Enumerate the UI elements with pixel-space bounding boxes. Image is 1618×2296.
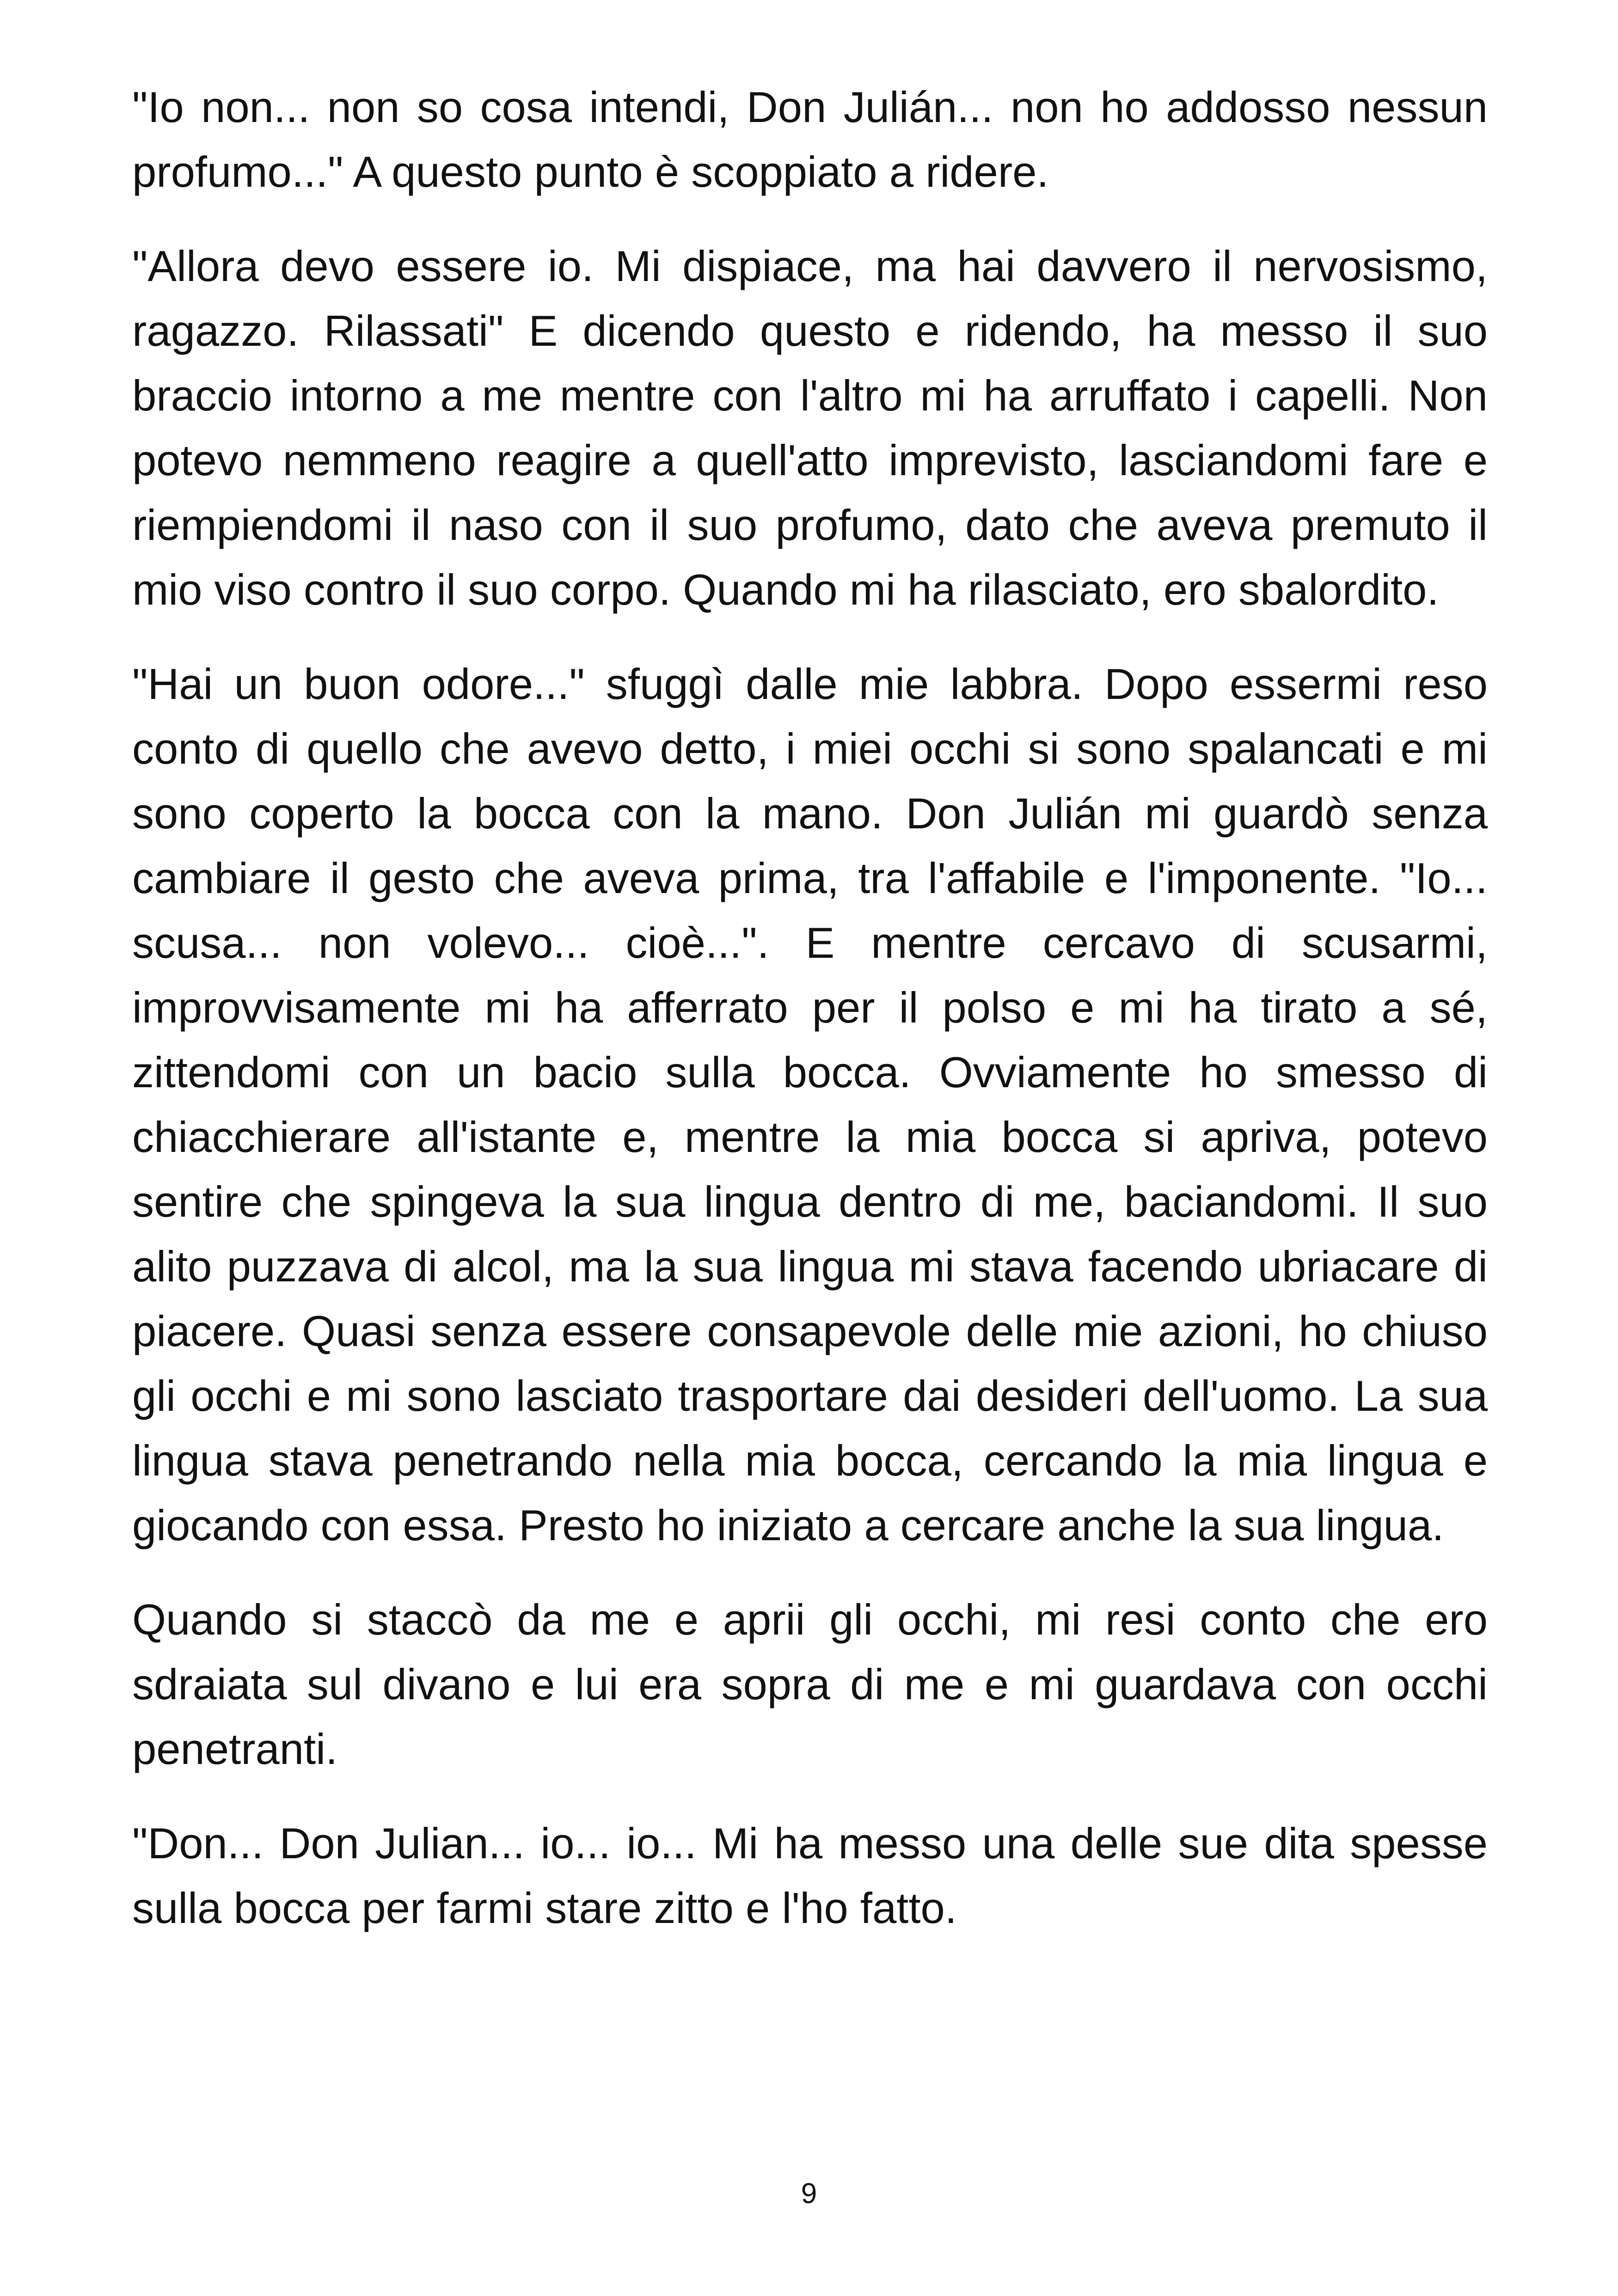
paragraph-4: Quando si staccò da me e aprii gli occhi, mi resi conto che ero sdraiata sul divano e lui era sopra di me e mi guardava con occhi penetranti.	[132, 1595, 1488, 1773]
paragraph-3: "Hai un buon odore..." sfuggì dalle mie labbra. Dopo essermi reso conto di quello che avevo detto, i miei occhi si sono spalancati e mi sono coperto la bocca con la mano. Don Julián mi guardò senza cambiare il gesto che aveva prima, tra l'affabile e l'imponente. "Io... scusa... non volevo... cioè...". E mentre cercavo di scusarmi, improvvisamente mi ha afferrato per il polso e mi ha tirato a sé, zittendomi con un bacio sulla bocca. Ovviamente ho smesso di chiacchierare all'istante e, mentre la mia bocca si apriva, potevo sentire che spingeva la sua lingua dentro di me, baciandomi. Il suo alito puzzava di alcol, ma la sua lingua mi stava facendo ubriacare di piacere. Quasi senza essere consapevole delle mie azioni, ho chiuso gli occhi e mi sono lasciato trasportare dai desideri dell'uomo. La sua lingua stava penetrando nella mia bocca, cercando la mia lingua e giocando con essa. Presto ho iniziato a cercare anche la sua lingua.	[132, 660, 1488, 1549]
paragraph-5: "Don... Don Julian... io... io... Mi ha messo una delle sue dita spesse sulla bocca per farmi stare zitto e l'ho fatto.	[132, 1819, 1488, 1932]
paragraph-2: "Allora devo essere io. Mi dispiace, ma hai davvero il nervosismo, ragazzo. Rilassati" E dicendo questo e ridendo, ha messo il suo braccio intorno a me mentre con l'altro mi ha arruffato i capelli. Non potevo nemmeno reagire a quell'atto imprevisto, lasciandomi fare e riempiendomi il naso con il suo profumo, dato che aveva premuto il mio viso contro il suo corpo. Quando mi ha rilasciato, ero sbalordito.	[132, 242, 1488, 614]
paragraph-1: "Io non... non so cosa intendi, Don Julián... non ho addosso nessun profumo..." A questo punto è scoppiato a ridere.	[132, 83, 1488, 196]
page-number: 9	[801, 2178, 817, 2210]
body-text	[132, 75, 1488, 1970]
